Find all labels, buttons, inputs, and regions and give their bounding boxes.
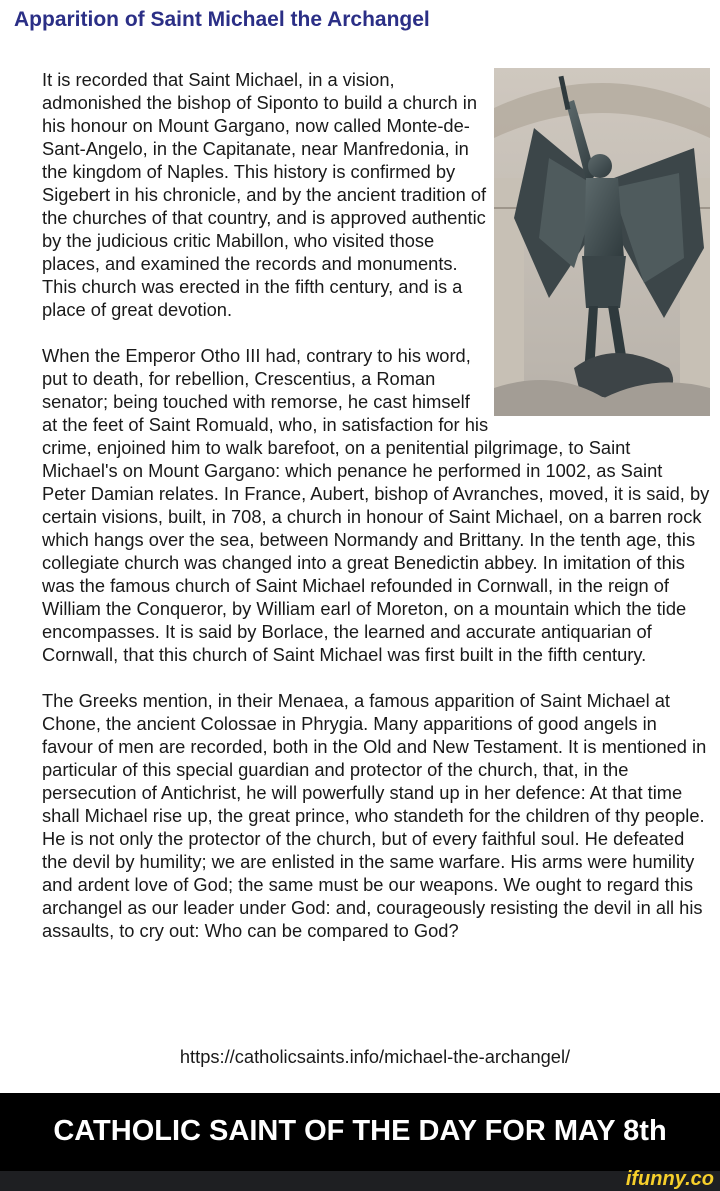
source-link[interactable]: https://catholicsaints.info/michael-the-archangel/ [179,1046,571,1067]
watermark-bar [0,1168,720,1191]
saint-michael-statue-image [494,68,710,416]
paragraph-2: When the Emperor Otho III had, contrary to his word, put to death, for rebellion, Crescentius, a Roman senator; being touched with remorse, he cast himself at the feet of Saint Romuald, who, in satisfaction for his crime, enjoined him to walk barefoot, on a penitential pilgrimage, to Saint Michael's on Mount Gargano: which penance he performed in 1002, as Saint Peter Damian relates. In France, Aubert, bishop of Avranches, moved, it is said, by certain visions, built, in 708, a church in honour of Saint Michael, on a barren rock which hangs over the sea, between Normandy and Brittany. In the tenth age, this collegiate church was changed into a great Benedictin abbey. In imitation of this was the famous church of Saint Michael refounded in Cornwall, in the reign of William the Conqueror, by William earl of Moreton, on a mountain which the tide encompasses. It is said by Borlace, the learned and accurate antiquarian of Cornwall, that this church of Saint Michael was first built in the fifth century. [42,345,710,665]
page-title: Apparition of Saint Michael the Archangel [14,8,430,31]
article-body [42,68,710,965]
banner-text: CATHOLIC SAINT OF THE DAY FOR MAY 8th [53,1115,667,1147]
ifunny-watermark: ifunny.co [625,1168,714,1190]
footer-banner [0,1093,720,1171]
paragraph-1: It is recorded that Saint Michael, in a vision, admonished the bishop of Siponto to build a church in his honour on Mount Gargano, now called Monte-de-Sant-Angelo, in the Capitanate, near Manfredonia, in the kingdom of Naples. This history is confirmed by Sigebert in his chronicle, and by the ancient tradition of the churches of that country, and is approved authentic by the judicious critic Mabillon, who visited those places, and examined the records and monuments. This church was erected in the fifth century, and is a place of great devotion. [42,69,487,320]
paragraph-3: The Greeks mention, in their Menaea, a famous apparition of Saint Michael at Chone, the ancient Colossae in Phrygia. Many apparitions of good angels in favour of men are recorded, both in the Old and New Testament. It is mentioned in particular of this special guardian and protector of the church, that, in the persecution of Antichrist, he will powerfully stand up in her defence: At that time shall Michael rise up, the great prince, who standeth for the children of thy people. He is not only the protector of the church, but of every faithful soul. He defeated the devil by humility; we are enlisted in the same warfare. His arms were humility and ardent love of God; the same must be our weapons. We ought to regard this archangel as our leader under God: and, courageously resisting the devil in all his assaults, to cry out: Who can be compared to God? [42,690,707,941]
